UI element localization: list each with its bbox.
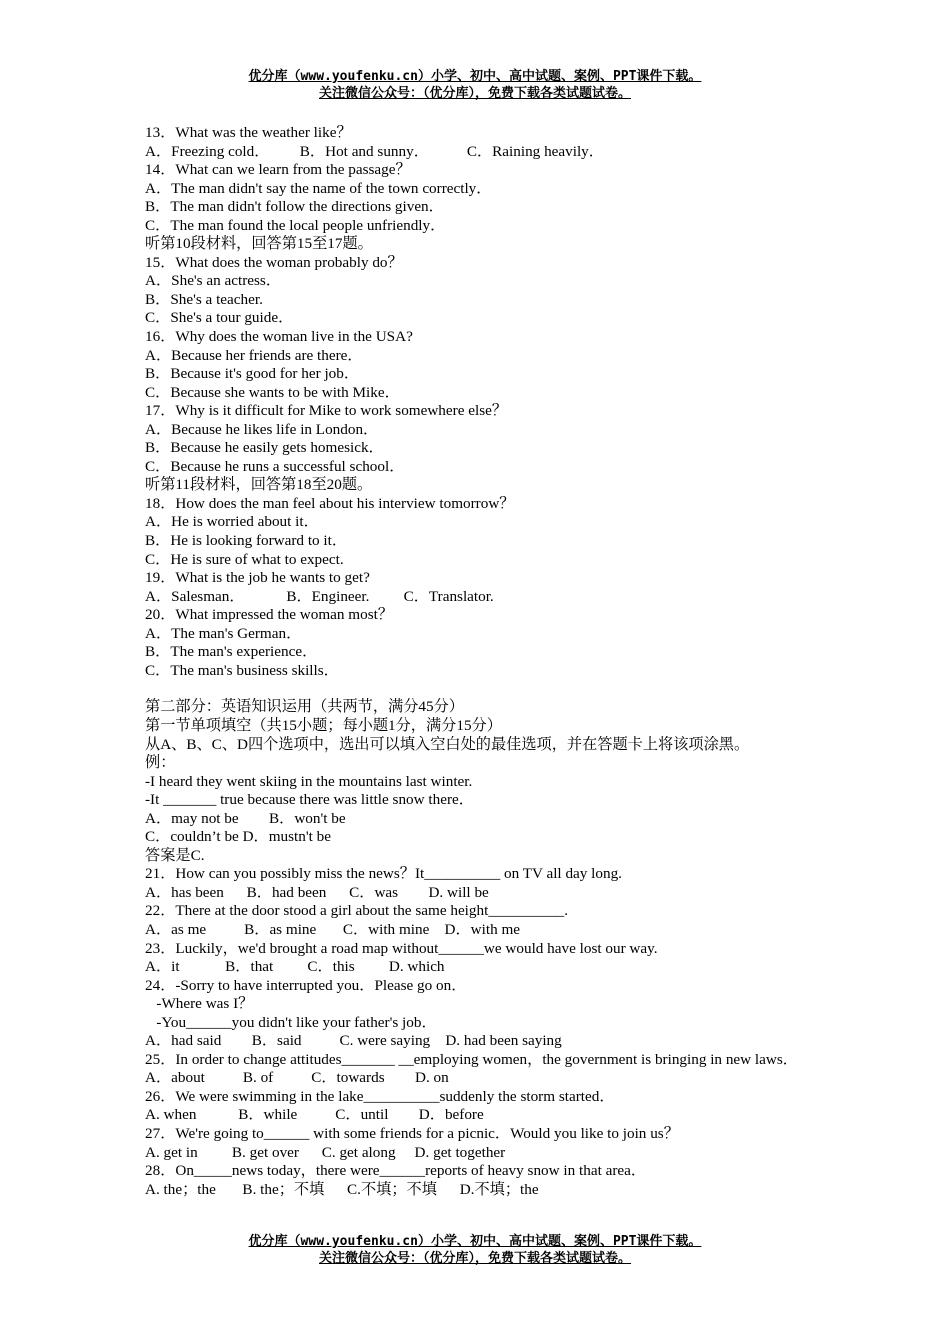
text-line: 25．In order to change attitudes_______ __employing women，the government is bringing in new laws． — [145, 1050, 798, 1068]
text-line: 24．-Sorry to have interrupted you．Please go on． — [145, 976, 467, 994]
text-line: 27．We're going to______ with some friends for a picnic．Would you like to join us？ — [145, 1124, 679, 1142]
text-line: 22．There at the door stood a girl about the same height__________. — [145, 902, 569, 920]
text-line: 28．On_____news today，there were______reports of heavy snow in that area． — [145, 1162, 647, 1180]
text-line: 答案是C. — [145, 846, 205, 864]
text-line: 第二部分：英语知识运用（共两节，满分45分） — [145, 698, 464, 716]
text-line: C．Because he runs a successful school． — [145, 457, 405, 475]
text-line: A. the；the B. the；不填 C.不填；不填 D.不填；the — [145, 1180, 539, 1198]
text-line: C．She's a tour guide． — [145, 309, 294, 327]
text-line: -It _______ true because there was little snow there． — [145, 791, 474, 809]
text-line: -Where was I？ — [145, 995, 254, 1013]
text-line: A．had said B．said C. were saying D. had been saying — [145, 1032, 562, 1050]
text-line: 14．What can we learn from the passage？ — [145, 161, 411, 179]
text-line: A．Because her friends are there． — [145, 346, 363, 364]
text-line: 20．What impressed the woman most？ — [145, 606, 394, 624]
header-line-1: 优分库（www.youfenku.cn）小学、初中、高中试题、案例、PPT课件下载。 — [248, 69, 702, 84]
text-line: B．The man didn't follow the directions given． — [145, 198, 444, 216]
exam-content — [145, 124, 808, 1199]
text-line: 例： — [145, 754, 176, 772]
text-line: C．The man found the local people unfriendly． — [145, 216, 446, 234]
text-line: A．She's an actress． — [145, 272, 282, 290]
blank-line — [145, 680, 808, 698]
text-line: A．about B. of C．towards D. on — [145, 1069, 449, 1087]
text-line: A．The man didn't say the name of the town correctly． — [145, 179, 492, 197]
text-line: 从A、B、C、D四个选项中，选出可以填入空白处的最佳选项，并在答题卡上将该项涂黑。 — [145, 735, 750, 753]
text-line: 15．What does the woman probably do？ — [145, 253, 403, 271]
text-line: 21．How can you possibly miss the news？It__________ on TV all day long. — [145, 865, 622, 883]
text-line: 23．Luckily，we'd brought a road map without______we would have lost our way. — [145, 939, 658, 957]
text-line: -You______you didn't like your father's job． — [145, 1013, 437, 1031]
text-line: A．has been B．had been C．was D. will be — [145, 883, 489, 901]
footer-line-2: 关注微信公众号：（优分库），免费下载各类试题试卷。 — [318, 1251, 631, 1266]
page-header — [0, 68, 950, 102]
text-line: 第一节单项填空（共15小题；每小题1分，满分15分） — [145, 716, 502, 734]
text-line: B．She's a teacher. — [145, 290, 263, 308]
footer-line-1: 优分库（www.youfenku.cn）小学、初中、高中试题、案例、PPT课件下载。 — [248, 1234, 702, 1249]
text-line: 16．Why does the woman live in the USA? — [145, 328, 413, 346]
text-line: A．Because he likes life in London． — [145, 420, 379, 438]
page-footer — [0, 1233, 950, 1267]
text-line: 18．How does the man feel about his interview tomorrow？ — [145, 494, 515, 512]
header-line-2: 关注微信公众号：（优分库），免费下载各类试题试卷。 — [318, 86, 631, 101]
text-line: A．may not be B．won't be — [145, 809, 346, 827]
text-line: A. get in B. get over C. get along D. get together — [145, 1143, 506, 1161]
text-line: 17．Why is it difficult for Mike to work somewhere else？ — [145, 402, 508, 420]
text-line: 听第10段材料，回答第15至17题。 — [145, 235, 373, 253]
text-line: B．Because he easily gets homesick． — [145, 439, 384, 457]
text-line: A．Freezing cold． B．Hot and sunny． C．Raining heavily． — [145, 142, 604, 160]
text-line: C．The man's business skills． — [145, 661, 339, 679]
text-line: A．He is worried about it． — [145, 513, 319, 531]
text-line: B．He is looking forward to it． — [145, 532, 348, 550]
text-line: B．The man's experience． — [145, 643, 318, 661]
text-line: 19．What is the job he wants to get? — [145, 569, 370, 587]
text-line: A．it B．that C．this D. which — [145, 958, 445, 976]
text-line: C．couldn’t be D．mustn't be — [145, 828, 331, 846]
text-line: -I heard they went skiing in the mountains last winter. — [145, 772, 473, 790]
text-line: A．The man's German． — [145, 624, 302, 642]
text-line: C．Because she wants to be with Mike． — [145, 383, 400, 401]
text-line: B．Because it's good for her job． — [145, 365, 360, 383]
text-line: A. when B．while C．until D．before — [145, 1106, 484, 1124]
text-line: A．as me B．as mine C．with mine D．with me — [145, 920, 521, 938]
text-line: A．Salesman． B．Engineer. C．Translator. — [145, 587, 494, 605]
text-line: 26．We were swimming in the lake__________suddenly the storm started． — [145, 1087, 615, 1105]
text-line: 13．What was the weather like？ — [145, 124, 352, 141]
text-line: C．He is sure of what to expect. — [145, 550, 344, 568]
text-line: 听第11段材料，回答第18至20题。 — [145, 476, 373, 494]
